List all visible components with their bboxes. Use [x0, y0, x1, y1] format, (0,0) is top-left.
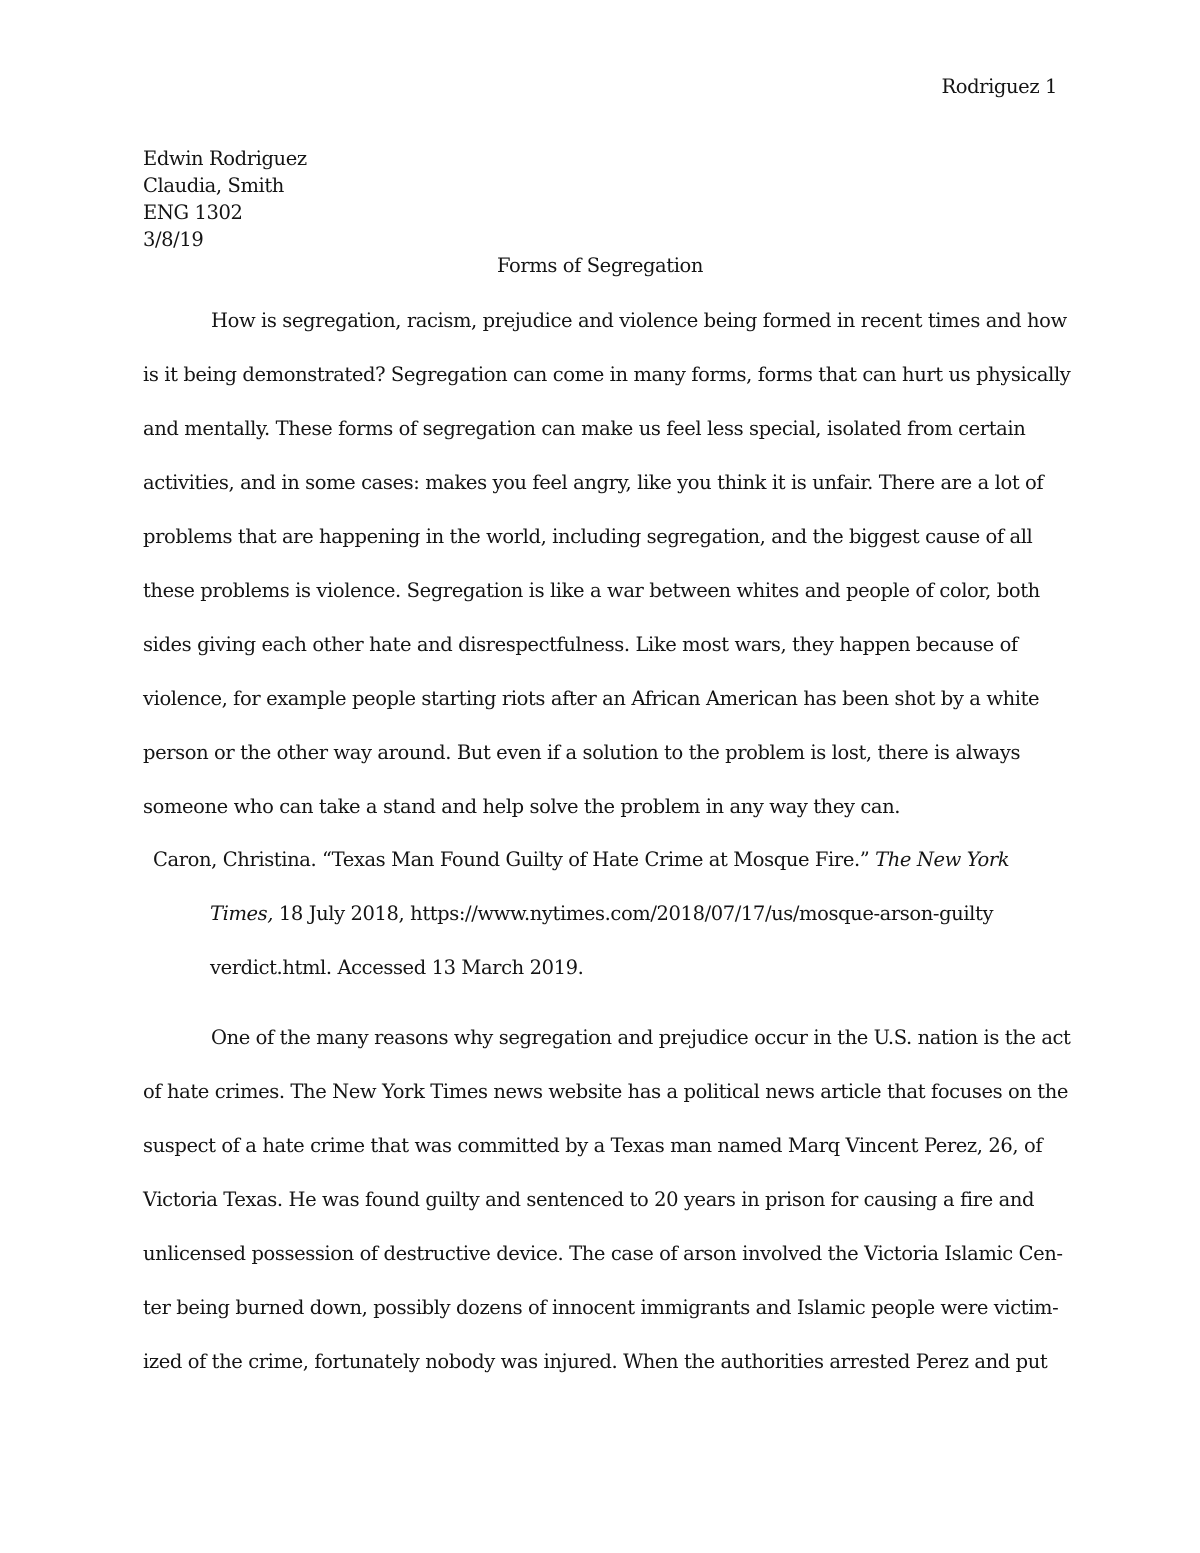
paragraph-line: Victoria Texas. He was found guilty and sentenced to 20 years in prison for causing a fire and [143, 1188, 1035, 1211]
paragraph-line: person or the other way around. But even if a solution to the problem is lost, there is always [143, 741, 1021, 764]
paragraph-line: ter being burned down, possibly dozens of innocent immigrants and Islamic people were victim- [143, 1296, 1059, 1319]
paragraph-1 [143, 307, 1071, 847]
paragraph-line: someone who can take a stand and help solve the problem in any way they can. [143, 795, 901, 818]
citation-publication-cont: Times, [210, 902, 274, 925]
student-name: Edwin Rodriguez [143, 147, 307, 170]
paragraph-line: ized of the crime, fortunately nobody was injured. When the authorities arrested Perez and put [143, 1350, 1048, 1373]
paragraph-line: suspect of a hate crime that was committed by a Texas man named Marq Vincent Perez, 26, of [143, 1134, 1043, 1157]
paragraph-line: How is segregation, racism, prejudice and violence being formed in recent times and how [211, 309, 1067, 332]
citation-author-title: Caron, Christina. “Texas Man Found Guilty of Hate Crime at Mosque Fire.” [153, 848, 876, 871]
essay-date: 3/8/19 [143, 228, 204, 251]
mla-heading [143, 145, 307, 253]
citation-line [153, 900, 1057, 954]
essay-title: Forms of Segregation [496, 254, 704, 277]
citation-date-url: 18 July 2018, https://www.nytimes.com/2018/07/17/us/mosque-arson-guilty [273, 902, 994, 925]
paragraph-line: One of the many reasons why segregation and prejudice occur in the U.S. nation is the act [211, 1026, 1071, 1049]
citation-line [153, 846, 1057, 900]
paragraph-line: problems that are happening in the world, including segregation, and the biggest cause of all [143, 525, 1033, 548]
works-cited-entry [153, 846, 1057, 1008]
instructor-name: Claudia, Smith [143, 174, 284, 197]
course-code: ENG 1302 [143, 201, 243, 224]
paragraph-line: unlicensed possession of destructive device. The case of arson involved the Victoria Islamic Cen- [143, 1242, 1063, 1265]
running-head: Rodriguez 1 [941, 75, 1057, 98]
paragraph-2 [143, 1024, 1071, 1402]
paragraph-line: and mentally. These forms of segregation can make us feel less special, isolated from certain [143, 417, 1026, 440]
paragraph-line: activities, and in some cases: makes you feel angry, like you think it is unfair. There are a lot of [143, 471, 1044, 494]
citation-line: verdict.html. Accessed 13 March 2019. [210, 956, 584, 979]
citation-publication: The New York [875, 848, 1010, 871]
paragraph-line: violence, for example people starting riots after an African American has been shot by a white [143, 687, 1040, 710]
paragraph-line: of hate crimes. The New York Times news website has a political news article that focuses on the [143, 1080, 1069, 1103]
paragraph-line: these problems is violence. Segregation is like a war between whites and people of color, both [143, 579, 1040, 602]
paragraph-line: is it being demonstrated? Segregation can come in many forms, forms that can hurt us physically [143, 363, 1071, 386]
paragraph-line: sides giving each other hate and disrespectfulness. Like most wars, they happen because of [143, 633, 1018, 656]
